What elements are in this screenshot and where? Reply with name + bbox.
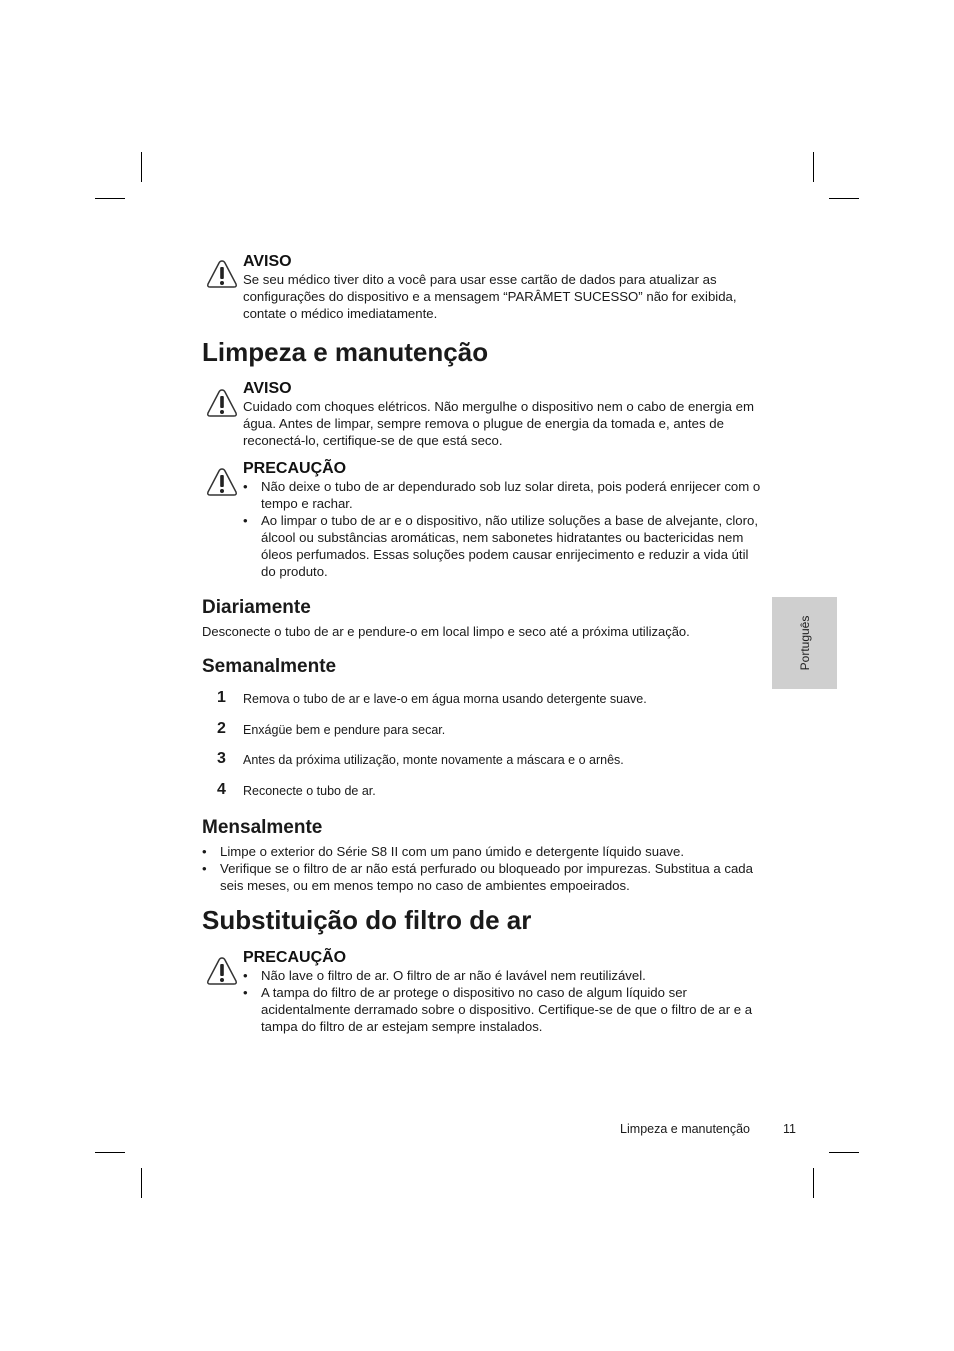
caution-box <box>202 460 762 580</box>
crop-mark <box>813 152 814 182</box>
warning-title: AVISO <box>243 380 292 397</box>
crop-mark <box>829 1152 859 1153</box>
caution-item-text: A tampa do filtro de ar protege o dispositivo no caso de algum líquido ser acidentalmente derramado sobre o dispositivo. Certifique-se de que o filtro de ar e a tampa do filtro de ar estejam sempre instalados. <box>261 985 753 1034</box>
caution-item <box>243 478 762 512</box>
step-text: Reconecte o tubo de ar. <box>243 784 376 798</box>
warning-box <box>202 380 762 449</box>
caution-item <box>243 967 762 984</box>
monthly-item-text: Verifique se o filtro de ar não está perfurado ou bloqueado por impurezas. Substitua a cada seis meses, ou em menos tempo no caso de ambientes empoeirados. <box>220 861 753 893</box>
footer-title: Limpeza e manutenção <box>620 1122 750 1136</box>
warning-text: Cuidado com choques elétricos. Não mergulhe o dispositivo nem o cabo de energia em água. Antes de limpar, sempre remova o plugue de energia da tomada e, antes de reconectá-lo, certifique-se de que está seco. <box>243 399 754 448</box>
step-item <box>202 750 762 770</box>
subsection-title-weekly: Semanalmente <box>202 656 337 677</box>
caution-item-text: Não deixe o tubo de ar dependurado sob luz solar direta, pois poderá enrijecer com o tempo e rachar. <box>261 479 761 511</box>
step-item <box>202 720 762 740</box>
caution-icon <box>206 956 238 986</box>
monthly-item <box>202 860 762 894</box>
crop-mark <box>813 1168 814 1198</box>
language-tab-label: Português <box>797 615 812 671</box>
warning-title: AVISO <box>243 253 292 270</box>
bullet: • <box>243 985 248 1000</box>
bullet: • <box>202 844 207 859</box>
step-number: 3 <box>217 750 226 767</box>
bullet: • <box>202 861 207 876</box>
crop-mark <box>95 198 125 199</box>
monthly-list <box>202 843 762 894</box>
step-text: Enxágüe bem e pendure para secar. <box>243 723 446 737</box>
crop-mark <box>95 1152 125 1153</box>
language-tab <box>772 597 837 689</box>
page-number: 11 <box>783 1122 796 1136</box>
caution-item <box>243 984 762 1035</box>
crop-mark <box>141 152 142 182</box>
crop-mark <box>829 198 859 199</box>
caution-item-text: Ao limpar o tubo de ar e o dispositivo, não utilize soluções a base de alvejante, cloro, álcool ou substâncias aromáticas, nem sabonetes hidratantes ou bactericidas nem óleos perfumados. Essas soluções podem causar enrijecimento e reduzir a vida útil do produto. <box>261 513 759 579</box>
section-title: Substituição do filtro de ar <box>202 905 532 935</box>
section-title: Limpeza e manutenção <box>202 337 489 367</box>
step-item <box>202 781 762 801</box>
step-number: 4 <box>217 781 226 798</box>
warning-icon <box>206 388 238 418</box>
bullet: • <box>243 968 248 983</box>
step-number: 2 <box>217 720 226 737</box>
warning-icon <box>206 259 238 289</box>
step-number: 1 <box>217 689 226 706</box>
caution-item-text: Não lave o filtro de ar. O filtro de ar não é lavável nem reutilizável. <box>261 968 646 983</box>
caution-box <box>202 949 762 1035</box>
step-text: Antes da próxima utilização, monte novamente a máscara e o arnês. <box>243 753 624 767</box>
bullet: • <box>243 513 248 528</box>
bullet: • <box>243 479 248 494</box>
caution-title: PRECAUÇÃO <box>243 949 347 966</box>
daily-text: Desconecte o tubo de ar e pendure-o em local limpo e seco até a próxima utilização. <box>202 624 690 639</box>
step-item <box>202 689 762 709</box>
monthly-item <box>202 843 762 860</box>
crop-mark <box>141 1168 142 1198</box>
caution-title: PRECAUÇÃO <box>243 460 347 477</box>
subsection-title-daily: Diariamente <box>202 597 311 618</box>
subsection-title-monthly: Mensalmente <box>202 817 323 838</box>
caution-item <box>243 512 762 580</box>
caution-icon <box>206 467 238 497</box>
step-text: Remova o tubo de ar e lave-o em água morna usando detergente suave. <box>243 692 647 706</box>
warning-box <box>202 253 762 322</box>
monthly-item-text: Limpe o exterior do Série S8 II com um pano úmido e detergente líquido suave. <box>220 844 685 859</box>
warning-text: Se seu médico tiver dito a você para usar esse cartão de dados para atualizar as configurações do dispositivo e a mensagem “PARÂMET SUCESSO” não for exibida, contate o médico imediatamente. <box>243 272 737 321</box>
